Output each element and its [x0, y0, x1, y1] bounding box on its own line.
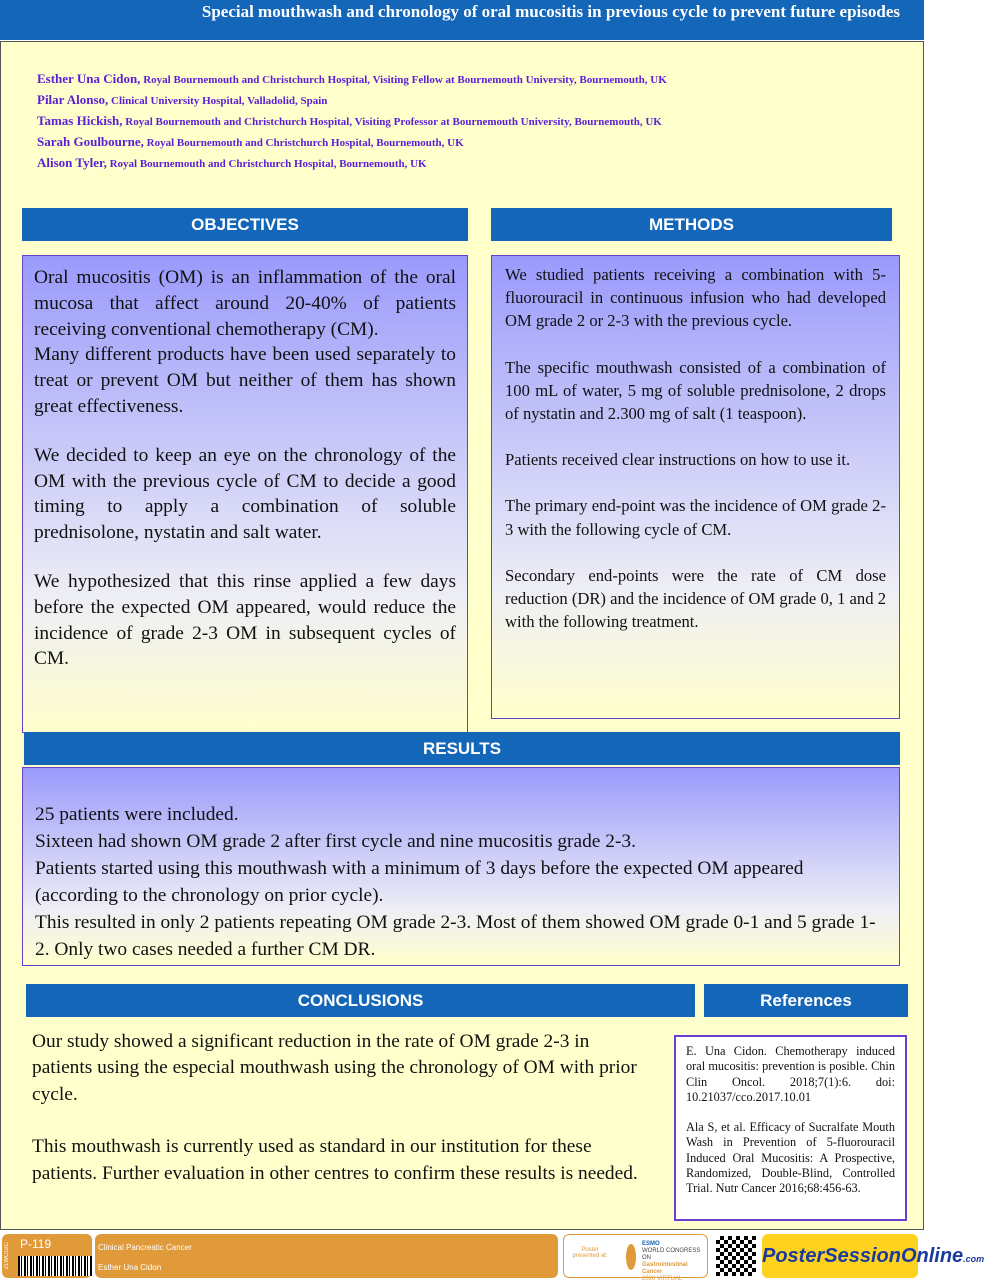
author-affiliation: Royal Bournemouth and Christchurch Hospital, Visiting Fellow at Bournemouth University, Bournemouth, UK — [143, 74, 667, 86]
congress-name: ESMO WORLD CONGRESS ON Gastrointestinal Cancer 2020 VIRTUAL — [642, 1241, 701, 1282]
references-box — [674, 1035, 907, 1221]
reference-item: E. Una Cidon. Chemotherapy induced oral mucositis: prevention is posible. Chin Clin Oncol. 2018;7(1):6. doi: 10.21037/cco.2017.10.01 — [686, 1044, 895, 1104]
congress-logo-icon — [626, 1244, 636, 1270]
conclusions-paragraph: Our study showed a significant reduction in the rate of OM grade 2-3 in patients using the especial mouthwash using the chronology of OM with prior cycle. — [32, 1031, 637, 1105]
objectives-paragraph: We hypothesized that this rinse applied a few days before the expected OM appeared, would reduce the incidence of grade 2-3 OM in subsequent cycles of CM. — [34, 570, 456, 670]
poster-title: Special mouthwash and chronology of oral mucositis in previous cycle to prevent future episodes — [201, 2, 900, 21]
results-heading: RESULTS — [24, 732, 900, 765]
objectives-paragraph: Many different products have been used separately to treat or prevent OM but neither of them has shown great effectiveness. — [34, 344, 456, 417]
objectives-heading: OBJECTIVES — [22, 208, 468, 241]
author-affiliation: Clinical University Hospital, Valladolid, Spain — [111, 95, 328, 107]
methods-paragraph: The specific mouthwash consisted of a combination of 100 mL of water, 5 mg of soluble prednisolone, 2 drops of nystatin and 2.300 mg of salt (1 teaspoon). — [505, 357, 886, 424]
footer-bar — [0, 1230, 984, 1282]
author-line — [37, 111, 667, 132]
methods-paragraph: The primary end-point was the incidence of OM grade 2-3 with the following cycle of CM. — [505, 496, 886, 539]
poster-info — [95, 1234, 558, 1278]
conclusions-heading: CONCLUSIONS — [26, 984, 695, 1017]
congress-badge — [563, 1234, 708, 1282]
results-line: Sixteen had shown OM grade 2 after first cycle and nine mucositis grade 2-3. — [35, 831, 636, 852]
methods-heading: METHODS — [491, 208, 892, 241]
vertical-code: 21WCGIC — [4, 1242, 10, 1270]
author-affiliation: Royal Bournemouth and Christchurch Hospital, Bournemouth, UK — [109, 158, 427, 170]
references-heading: References — [704, 984, 908, 1017]
poster-session-online-logo[interactable]: PosterSessionOnline.com — [762, 1234, 918, 1278]
methods-paragraph: Patients received clear instructions on how to use it. — [505, 450, 851, 470]
category-label: Clinical Pancreatic Cancer — [98, 1243, 192, 1252]
objectives-paragraph: Oral mucositis (OM) is an inflammation of the oral mucosa that affect around 20-40% of patients receiving conventional chemotherapy (CM). — [34, 267, 456, 340]
author-name: Esther Una Cidon, — [37, 71, 141, 86]
author-list — [37, 69, 667, 174]
poster-code: P-119 — [20, 1237, 52, 1251]
author-name: Alison Tyler, — [37, 155, 107, 170]
author-affiliation: Royal Bournemouth and Christchurch Hospital, Bournemouth, UK — [146, 137, 464, 149]
author-line — [37, 153, 667, 174]
poster-code-badge — [2, 1234, 92, 1278]
author-line — [37, 132, 667, 153]
author-name: Sarah Goulbourne, — [37, 134, 144, 149]
author-name: Tamas Hickish, — [37, 113, 123, 128]
qr-code-icon[interactable] — [716, 1236, 756, 1276]
results-line: This resulted in only 2 patients repeating OM grade 2-3. Most of them showed OM grade 0-1 and 5 grade 1-2. Only two cases needed a further CM DR. — [35, 912, 876, 960]
objectives-paragraph: We decided to keep an eye on the chronology of the OM with the previous cycle of CM to decide a good timing to apply a combination of soluble prednisolone, nystatin and salt water. — [34, 444, 456, 544]
methods-paragraph: We studied patients receiving a combination with 5-fluorouracil in continuous infusion who had developed OM grade 2 or 2-3 with the previous cycle. — [505, 265, 886, 331]
objectives-box — [22, 255, 468, 733]
methods-box — [491, 255, 900, 719]
results-box — [22, 767, 900, 966]
conclusions-paragraph: This mouthwash is currently used as standard in our institution for these patients. Further evaluation in other centres to confirm these results is needed. — [32, 1136, 638, 1184]
author-line — [37, 69, 667, 90]
results-line: Patients started using this mouthwash with a minimum of 3 days before the expected OM appeared (according to the chronology on prior cycle). — [35, 858, 804, 906]
results-line: 25 patients were included. — [35, 804, 239, 825]
methods-paragraph: Secondary end-points were the rate of CM dose reduction (DR) and the incidence of OM grade 0, 1 and 2 with the following treatment. — [505, 565, 886, 632]
author-label: Esther Una Cidon — [98, 1263, 162, 1272]
reference-item: Ala S, et al. Efficacy of Sucralfate Mouth Wash in Prevention of 5-fluorouracil Induced Oral Mucositis: A Prospective, Randomized, Double-Blind, Controlled Trial. Nutr Cancer 2016;68:456-63. — [686, 1120, 895, 1196]
author-name: Pilar Alonso, — [37, 92, 109, 107]
author-affiliation: Royal Bournemouth and Christchurch Hospital, Visiting Professor at Bournemouth University, Bournemouth, UK — [125, 116, 662, 128]
barcode-icon — [18, 1256, 92, 1276]
conclusions-text — [32, 1029, 644, 1187]
presented-at-label: Poster presented at: — [572, 1247, 608, 1259]
author-line — [37, 90, 667, 111]
title-bar — [0, 0, 924, 40]
